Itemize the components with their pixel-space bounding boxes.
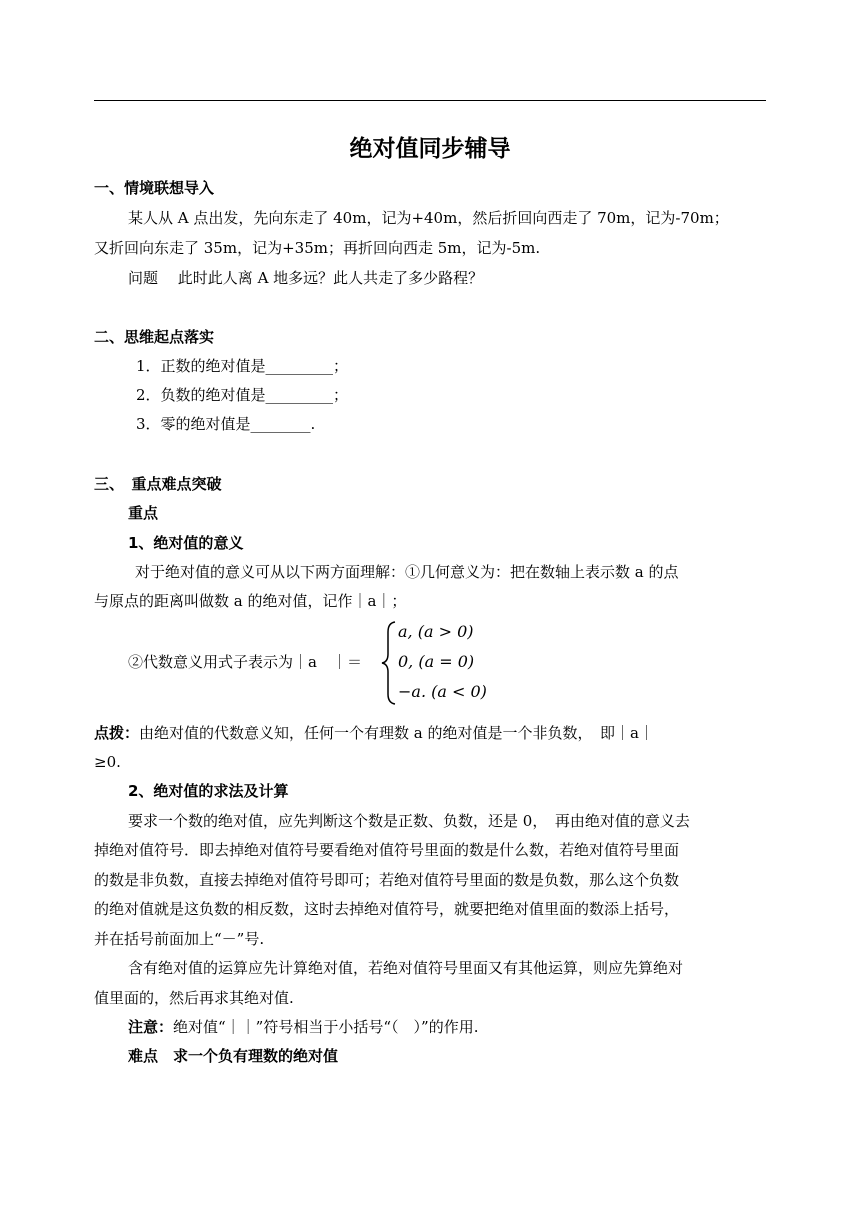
section3-heading: 三、 重点难点突破 <box>94 475 222 493</box>
difficulty-line <box>128 1046 338 1066</box>
calc-para-line3: 的数是非负数，直接去掉绝对值符号即可；若绝对值符号里面的数是负数，那么这个负数 <box>94 871 680 889</box>
case-zero: 0, (a = 0) <box>398 652 475 671</box>
subheading-calculation: 2、绝对值的求法及计算 <box>128 782 289 800</box>
header-rule <box>94 100 766 101</box>
case-negative: −a. (a < 0) <box>398 682 487 701</box>
section1-para-line2: 又折回向东走了 35m，记为+35m；再折回向西走 5m，记为-5m. <box>94 239 541 257</box>
section1-heading: 一、情境联想导入 <box>94 179 215 197</box>
tip-text: 由绝对值的代数意义知，任何一个有理数 a 的绝对值是一个非负数， 即｜a｜ <box>139 724 654 742</box>
tip-line1 <box>94 723 654 743</box>
page-title: 绝对值同步辅导 <box>349 136 511 162</box>
tip-line2: ≥0. <box>94 753 121 771</box>
key-label: 重点 <box>128 504 159 522</box>
blank-item-3: 3．零的绝对值是________. <box>136 415 316 433</box>
blank-item-1: 1．正数的绝对值是_________； <box>136 357 349 375</box>
operation-para-line1: 含有绝对值的运算应先计算绝对值，若绝对值符号里面又有其他运算，则应先算绝对 <box>128 959 684 977</box>
section1-para-line1: 某人从 A 点出发，先向东走了 40m，记为+40m，然后折回向西走了 70m，记为-70m； <box>128 209 729 227</box>
algebraic-meaning-text: ②代数意义用式子表示为｜a ｜＝ <box>128 653 362 671</box>
calc-para-line1: 要求一个数的绝对值，应先判断这个数是正数、负数，还是 0， 再由绝对值的意义去 <box>128 812 690 830</box>
question-text: 此时此人离 A 地多远？此人共走了多少路程？ <box>177 269 484 287</box>
calc-para-line2: 掉绝对值符号．即去掉绝对值符号要看绝对值符号里面的数是什么数，若绝对值符号里面 <box>94 841 680 859</box>
section2-heading: 二、思维起点落实 <box>94 328 215 346</box>
difficulty-text: 求一个负有理数的绝对值 <box>173 1047 339 1065</box>
subheading-meaning: 1、绝对值的意义 <box>128 534 244 552</box>
calc-para-line5: 并在括号前面加上“－”号. <box>94 930 265 948</box>
case-positive: a, (a > 0) <box>398 622 474 641</box>
note-label: 注意： <box>128 1018 174 1036</box>
section1-question <box>128 268 483 288</box>
tip-label: 点拨： <box>94 724 140 742</box>
difficulty-label: 难点 <box>128 1047 159 1065</box>
note-line <box>128 1017 478 1037</box>
question-label: 问题 <box>128 269 159 287</box>
note-text: 绝对值“｜｜”符号相当于小括号“（ ）”的作用. <box>173 1018 479 1036</box>
piecewise-formula <box>380 620 490 706</box>
calc-para-line4: 的绝对值就是这负数的相反数，这时去掉绝对值符号，就要把绝对值里面的数添上括号， <box>94 900 680 918</box>
operation-para-line2: 值里面的，然后再求其绝对值. <box>94 989 294 1007</box>
meaning-para-line2: 与原点的距离叫做数 a 的绝对值，记作｜a｜； <box>94 592 407 610</box>
left-brace-icon <box>380 620 398 706</box>
meaning-para-line1: 对于绝对值的意义可从以下两方面理解：①几何意义为：把在数轴上表示数 a 的点 <box>135 563 679 581</box>
blank-item-2: 2．负数的绝对值是_________； <box>136 386 349 404</box>
